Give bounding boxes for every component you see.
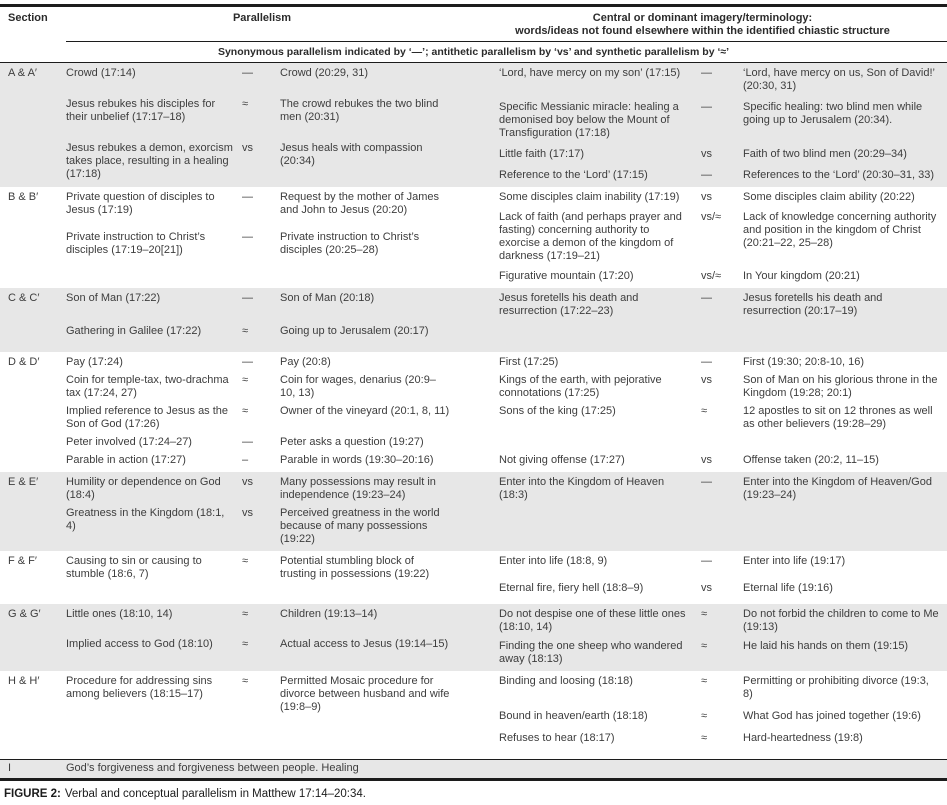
section-full-text: God’s forgiveness and forgiveness between people. Healing [66,762,359,774]
column-header-imagery-line2: words/ideas not found elsewhere within the identified chiastic structure [515,25,890,37]
item-second: The crowd rebukes the two blind men (20:31) [280,98,439,123]
item-first: ‘Lord, have mercy on my son’ (17:15) [499,67,681,79]
item-second: Son of Man (20:18) [280,292,375,304]
relation-symbol: ≈ [242,608,249,620]
item-first: First (17:25) [499,356,559,368]
pair-row [66,374,458,400]
section-g [0,604,947,671]
pair-row [66,292,458,305]
pair-row [66,325,458,338]
pair-row [499,191,947,204]
item-second: Owner of the vineyard (20:1, 8, 11) [280,405,450,417]
item-first: Specific Messianic miracle: healing a demonised boy below the Mount of Transfiguration (17:18) [499,101,679,139]
relation-symbol: vs/≈ [701,211,722,223]
item-first: Binding and loosing (18:18) [499,675,633,687]
item-second: Permitting or prohibiting divorce (19:3, 8) [743,675,929,700]
pair-row [66,436,458,449]
column-header-parallelism: Parallelism [232,12,292,24]
section-e [0,472,947,551]
relation-symbol: — [242,356,253,368]
section-label: C & C′ [8,292,40,304]
pair-row [499,292,947,318]
relation-symbol: ≈ [242,374,249,386]
item-second [743,436,947,449]
pair-row [499,405,947,431]
item-second: Offense taken (20:2, 11–15) [743,454,879,466]
section-label: A & A′ [8,67,37,79]
item-second: Going up to Jerusalem (20:17) [280,325,429,337]
item-second: Permitted Mosaic procedure for divorce between husband and wife (19:8–9) [280,675,450,713]
item-first: Little ones (18:10, 14) [66,608,173,620]
legend-note: Synonymous parallelism indicated by ‘—’; antithetic parallelism by ‘vs’ and synthetic parallelism by ‘≈’ [0,42,947,63]
relation-symbol: — [242,191,253,203]
item-second: What God has joined together (19:6) [743,710,921,722]
pair-row [499,582,947,595]
section-d [0,352,947,472]
item-first: Lack of faith (and perhaps prayer and fasting) concerning authority to exorcise a demon of the kingdom of darkness (17:19–21) [499,211,682,262]
right-half [458,671,947,750]
pair-row [66,191,458,217]
right-half [458,604,947,671]
relation-symbol: vs [701,582,712,594]
pair-row [66,231,458,257]
right-half [458,187,947,288]
item-first: Refuses to hear (18:17) [499,732,615,744]
section-f [0,551,947,604]
item-first: Jesus foretells his death and resurrection (17:22–23) [499,292,639,317]
relation-symbol: — [242,436,253,448]
pair-row [499,555,947,568]
relation-symbol: – [242,454,249,466]
left-half [66,671,458,750]
item-second: Actual access to Jesus (19:14–15) [280,638,449,650]
relation-symbol: vs [242,476,253,488]
pair-row [66,638,458,651]
item-first: Procedure for addressing sins among believers (18:15–17) [66,675,213,700]
section-label: B & B′ [8,191,39,203]
right-half [458,551,947,604]
item-second: He laid his hands on them (19:15) [743,640,909,652]
item-second: Enter into life (19:17) [743,555,846,567]
left-half [66,604,458,671]
item-first: Sons of the king (17:25) [499,405,616,417]
pair-row [66,454,458,467]
section-c [0,288,947,352]
column-header-imagery [458,12,947,38]
item-first: Figurative mountain (17:20) [499,270,634,282]
figure-caption-label: FIGURE 2: [4,788,61,800]
relation-symbol: — [242,231,253,243]
pair-row [499,675,947,701]
relation-symbol: ≈ [242,325,249,337]
item-first: Jesus rebukes his disciples for their unbelief (17:17–18) [66,98,216,123]
item-first: Little faith (17:17) [499,148,584,160]
left-half [66,63,458,187]
pair-row [499,270,947,283]
pair-row [499,436,947,449]
pair-row [66,67,458,80]
relation-symbol: ≈ [242,638,249,650]
item-first: Crowd (17:14) [66,67,136,79]
item-first: Implied reference to Jesus as the Son of God (17:26) [66,405,229,430]
left-half [66,352,458,472]
item-second: References to the ‘Lord’ (20:30–31, 33) [743,169,934,181]
item-second: Enter into the Kingdom of Heaven/God (19:23–24) [743,476,932,501]
pair-row [66,476,458,502]
item-first [499,436,701,449]
column-header-section: Section [8,12,48,24]
item-second: Peter asks a question (19:27) [280,436,424,448]
relation-symbol: ≈ [242,555,249,567]
pair-row [499,732,947,745]
item-first: Implied access to God (18:10) [66,638,213,650]
item-first: Some disciples claim inability (17:19) [499,191,680,203]
item-second: Jesus foretells his death and resurrection (20:17–19) [743,292,883,317]
item-first: Parable in action (17:27) [66,454,186,466]
pair-row [66,356,458,369]
item-second: Jesus heals with compassion (20:34) [280,142,423,167]
item-second: Faith of two blind men (20:29–34) [743,148,907,160]
item-second: Children (19:13–14) [280,608,378,620]
item-second: ‘Lord, have mercy on us, Son of David!’ (20:30, 31) [743,67,935,92]
item-second: In Your kingdom (20:21) [743,270,860,282]
column-header-imagery-line1: Central or dominant imagery/terminology: [592,12,813,24]
relation-symbol: ≈ [701,710,708,722]
relation-symbol [701,436,743,449]
relation-symbol: ≈ [701,675,708,687]
figure-caption [0,781,947,805]
relation-symbol: — [701,67,712,79]
pair-row [66,608,458,621]
relation-symbol: vs [701,454,712,466]
relation-symbol: vs [701,191,712,203]
item-first: Bound in heaven/earth (18:18) [499,710,648,722]
item-first: Gathering in Galilee (17:22) [66,325,202,337]
pair-row [499,148,947,161]
item-first: Greatness in the Kingdom (18:1, 4) [66,507,225,532]
item-first: Causing to sin or causing to stumble (18:6, 7) [66,555,202,580]
item-first: Not giving offense (17:27) [499,454,625,466]
relation-symbol: ≈ [701,405,708,417]
right-half [458,63,947,187]
pair-row [66,507,458,546]
item-second: Parable in words (19:30–20:16) [280,454,434,466]
pair-row [499,374,947,400]
item-second: Crowd (20:29, 31) [280,67,369,79]
item-second: Lack of knowledge concerning authority and position in the kingdom of Christ (20:21–22, 25–28) [743,211,937,249]
relation-symbol: — [701,356,712,368]
section-label: H & H′ [8,675,40,687]
relation-symbol: — [701,555,712,567]
left-half [66,551,458,604]
item-second: Potential stumbling block of trusting in possessions (19:22) [280,555,430,580]
pair-row [499,67,947,93]
section-label: E & E′ [8,476,39,488]
section-i [0,759,947,778]
figure-caption-text: Verbal and conceptual parallelism in Matthew 17:14–20:34. [64,788,366,800]
item-second: 12 apostles to sit on 12 thrones as well as other believers (19:28–29) [743,405,933,430]
pair-row [499,476,947,502]
item-second: Some disciples claim ability (20:22) [743,191,915,203]
relation-symbol: ≈ [701,640,708,652]
item-second: First (19:30; 20:8-10, 16) [743,356,865,368]
relation-symbol: vs [701,374,712,386]
item-first: Do not despise one of these little ones (18:10, 14) [499,608,686,633]
pair-row [66,405,458,431]
item-first: Private instruction to Christ’s disciples (17:19–20[21]) [66,231,206,256]
section-label: D & D′ [8,356,40,368]
pair-row [499,356,947,369]
relation-symbol: ≈ [701,608,708,620]
item-second: Many possessions may result in independence (19:23–24) [280,476,436,501]
table-body [0,63,947,778]
section-label: G & G′ [8,608,41,620]
item-second: Private instruction to Christ’s disciples (20:25–28) [280,231,420,256]
item-first: Son of Man (17:22) [66,292,161,304]
relation-symbol: — [701,169,712,181]
item-first: Eternal fire, fiery hell (18:8–9) [499,582,644,594]
left-half [66,187,458,288]
item-first: Humility or dependence on God (18:4) [66,476,221,501]
left-half [66,288,458,352]
relation-symbol: ≈ [242,675,249,687]
table-header-row [0,7,947,41]
section-label: F & F′ [8,555,37,567]
item-first: Private question of disciples to Jesus (17:19) [66,191,215,216]
relation-symbol: ≈ [242,98,249,110]
pair-row [66,555,458,581]
right-half [458,472,947,551]
section-b [0,187,947,288]
item-second: Request by the mother of James and John to Jesus (20:20) [280,191,439,216]
item-second: Hard-heartedness (19:8) [743,732,863,744]
relation-symbol: — [242,67,253,79]
item-first: Kings of the earth, with pejorative connotations (17:25) [499,374,662,399]
relation-symbol: — [242,292,253,304]
relation-symbol: vs [701,148,712,160]
item-second: Eternal life (19:16) [743,582,833,594]
pair-row [499,640,947,666]
section-label: I [8,762,12,774]
item-second: Perceived greatness in the world because of many possessions (19:22) [280,507,440,545]
relation-symbol: — [701,292,712,304]
pair-row [66,675,458,714]
right-half [458,288,947,352]
pair-row [499,710,947,723]
item-second: Pay (20:8) [280,356,331,368]
pair-row [499,454,947,467]
relation-symbol: ≈ [242,405,249,417]
item-first: Enter into the Kingdom of Heaven (18:3) [499,476,665,501]
relation-symbol: ≈ [701,732,708,744]
section-a [0,63,947,187]
pair-row [499,169,947,182]
item-second: Do not forbid the children to come to Me (19:13) [743,608,939,633]
item-first: Finding the one sheep who wandered away (18:13) [499,640,683,665]
left-half [66,472,458,551]
parallelism-table [0,4,947,781]
relation-symbol: — [701,476,712,488]
pair-row [499,211,947,263]
pair-row [499,608,947,634]
relation-symbol: vs [242,507,253,519]
item-first: Jesus rebukes a demon, exorcism takes place, resulting in a healing (17:18) [66,142,233,180]
item-first: Peter involved (17:24–27) [66,436,192,448]
section-h [0,671,947,750]
relation-symbol: vs/≈ [701,270,722,282]
relation-symbol: — [701,101,712,113]
pair-row [66,142,458,181]
pair-row [66,98,458,124]
item-first: Coin for temple-tax, two-drachma tax (17:24, 27) [66,374,229,399]
item-first: Pay (17:24) [66,356,123,368]
item-second: Son of Man on his glorious throne in the Kingdom (19:28; 20:1) [743,374,938,399]
item-second: Coin for wages, denarius (20:9–10, 13) [280,374,436,399]
right-half [458,352,947,472]
item-first: Enter into life (18:8, 9) [499,555,608,567]
item-second: Specific healing: two blind men while going up to Jerusalem (20:34). [743,101,923,126]
relation-symbol: vs [242,142,253,154]
pair-row [499,101,947,140]
item-first: Reference to the ‘Lord’ (17:15) [499,169,648,181]
